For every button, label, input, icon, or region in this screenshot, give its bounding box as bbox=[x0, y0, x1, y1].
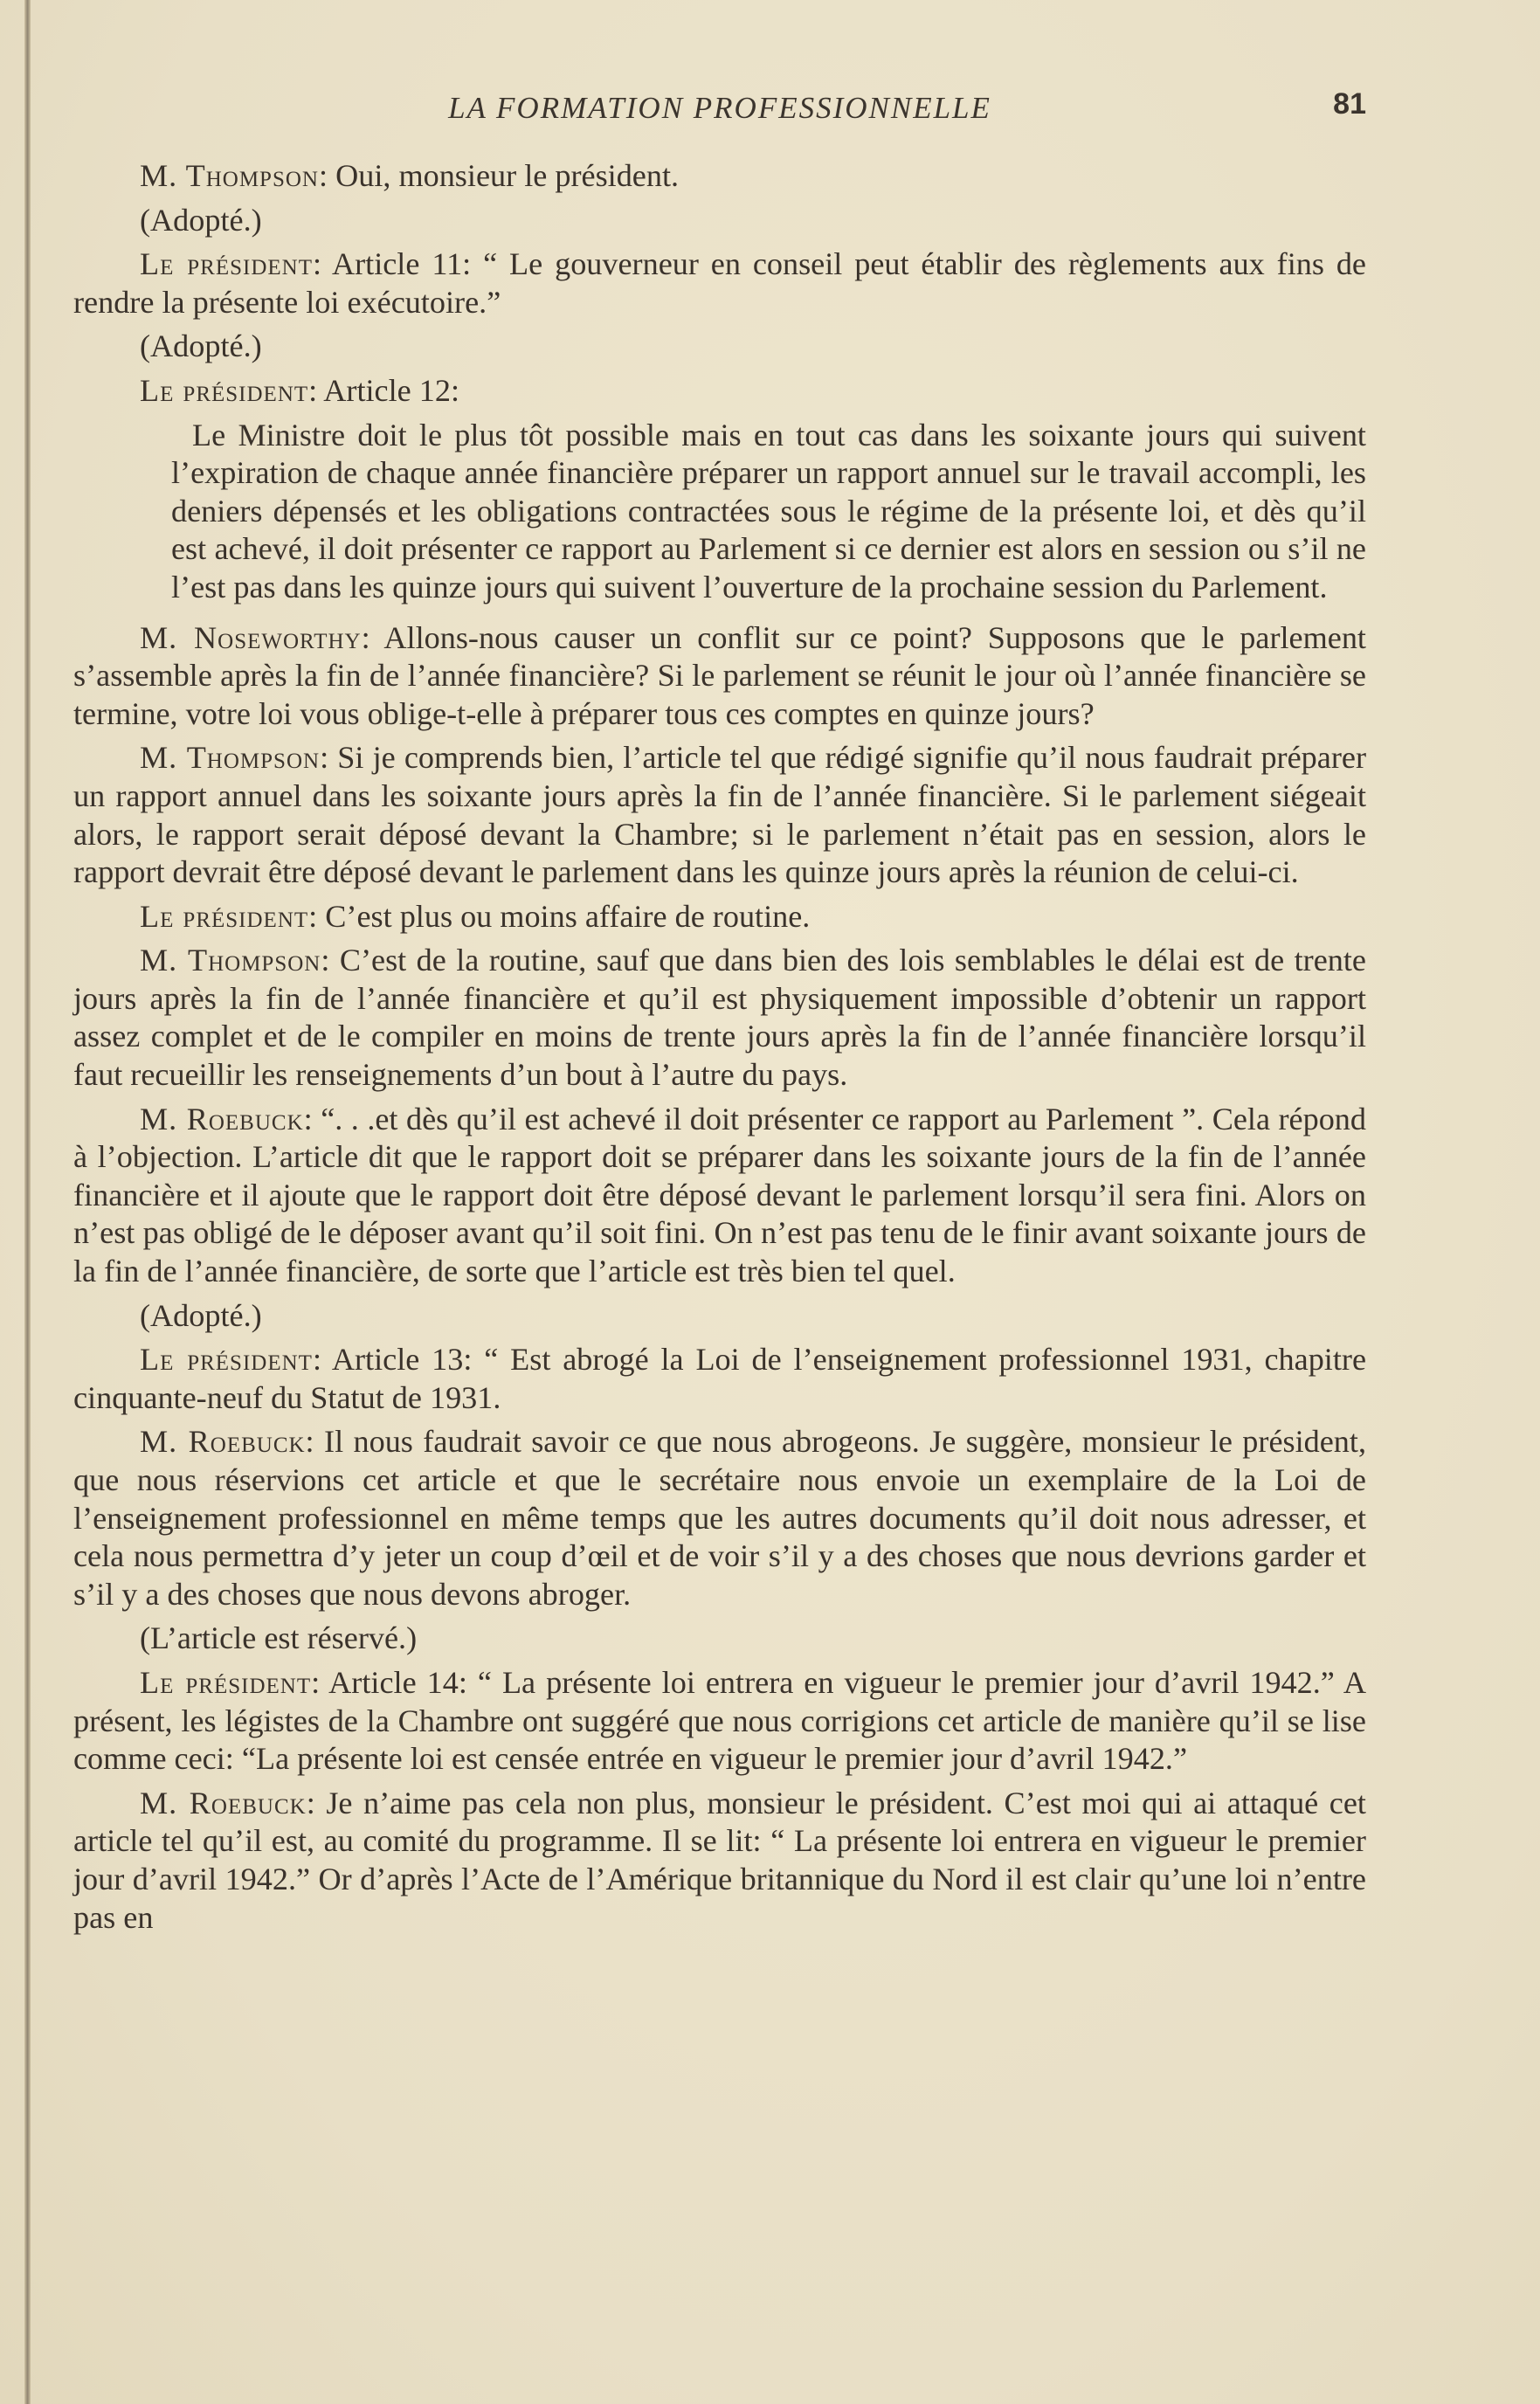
speaker-name: Le président bbox=[140, 372, 309, 408]
paragraph: Le président: Article 12: bbox=[140, 372, 460, 408]
paragraph-text: (Adopté.) bbox=[140, 1297, 262, 1333]
paragraph: Le président: Article 14: “ La présente loi entrera en vigueur le premier jour d’avril 1942.” A présent, les légistes de la Chambre ont suggéré que nous corrigions cet article de manière qu’il se lise comme ceci: “La présente loi est censée entrée en vigueur le premier jour d’avril 1942.” bbox=[73, 1664, 1366, 1777]
paragraph-text: Article 13: “ Est abrogé la Loi de l’enseignement professionnel 1931, chapitre cinquante-neuf du Statut de 1931. bbox=[73, 1342, 1367, 1415]
paragraph-text: “. . .et dès qu’il est achevé il doit présenter ce rapport au Parlement ”. Cela répond à l’objection. L’article dit que le rapport doit se préparer dans les soixante jours de la fin de l’année financière et il ajoute que le rapport doit être déposé devant le parlement lorsqu’il sera fini. Alors on n’est pas obligé de le déposer avant qu’il soit fini. On n’est pas tenu de le finir avant soixante jours de la fin de l’année financière, de sorte que l’article est très bien tel quel. bbox=[73, 1101, 1366, 1289]
paragraph: M. Thompson: C’est de la routine, sauf que dans bien des lois semblables le délai est de trente jours après la fin de l’année financière et qu’il est physiquement impossible d’obtenir un rapport assez complet et de le compiler en moins de trente jours après la fin de l’année financière lorsqu’il faut recueillir les renseignements d’un bout à l’autre du pays. bbox=[73, 943, 1366, 1093]
binding-edge bbox=[24, 0, 31, 2404]
paragraph bbox=[73, 1297, 1366, 1336]
speaker-name: M. Thompson bbox=[140, 740, 321, 776]
paragraph: M. Roebuck: “. . .et dès qu’il est achevé il doit présenter ce rapport au Parlement ”. Cela répond à l’objection. L’article dit que le rapport doit se préparer dans les soixante jours de la fin de l’année financière et il ajoute que le rapport doit être déposé devant le parlement lorsqu’il sera fini. Alors on n’est pas obligé de le déposer avant qu’il soit fini. On n’est pas tenu de le finir avant soixante jours de la fin de l’année financière, de sorte que l’article est très bien tel quel. bbox=[73, 1101, 1366, 1289]
paragraph: M. Noseworthy: Allons-nous causer un conflit sur ce point? Supposons que le parlement s’assemble après la fin de l’année financière? Si le parlement se réunit le jour où l’année financière se termine, votre loi vous oblige-t-elle à préparer tous ces comptes en quinze jours? bbox=[73, 619, 1366, 731]
paragraph-text: C’est de la routine, sauf que dans bien des lois semblables le délai est de trente jours après la fin de l’année financière et qu’il est physiquement impossible d’obtenir un rapport assez complet et de le compiler en moins de trente jours après la fin de l’année financière lorsqu’il faut recueillir les renseignements d’un bout à l’autre du pays. bbox=[73, 943, 1366, 1093]
page-number: 81 bbox=[1333, 87, 1366, 121]
speaker-name: Le président bbox=[140, 1664, 312, 1700]
running-title: LA FORMATION PROFESSIONNELLE bbox=[448, 91, 991, 125]
paragraph: M. Roebuck: Il nous faudrait savoir ce que nous abrogeons. Je suggère, monsieur le président, que nous réservions cet article et que le secrétaire nous envoie un exemplaire de la Loi de l’enseignement professionnel en même temps que les autres documents qu’il doit nous adresser, et cela nous permettra d’y jeter un coup d’œil et de voir s’il y a des choses que nous devrions garder et s’il y a des choses que nous devons abroger. bbox=[73, 1424, 1366, 1612]
paragraph: M. Thompson: Oui, monsieur le président. bbox=[140, 158, 680, 193]
paragraph-text: Il nous faudrait savoir ce que nous abrogeons. Je suggère, monsieur le président, que nous réservions cet article et que le secrétaire nous envoie un exemplaire de la Loi de l’enseignement professionnel en même temps que les autres documents qu’il doit nous adresser, et cela nous permettra d’y jeter un coup d’œil et de voir s’il y a des choses que nous devrions garder et s’il y a des choses que nous devons abroger. bbox=[73, 1424, 1366, 1612]
speaker-name: M. Noseworthy bbox=[140, 619, 362, 655]
paragraph-text: Article 14: “ La présente loi entrera en vigueur le premier jour d’avril 1942.” A présent, les légistes de la Chambre ont suggéré que nous corrigions cet article de manière qu’il se lise comme ceci: “La présente loi est censée entrée en vigueur le premier jour d’avril 1942.” bbox=[73, 1664, 1366, 1777]
page-header bbox=[73, 87, 1366, 140]
paragraph-text: Le Ministre doit le plus tôt possible mais en tout cas dans les soixante jours qui suivent l’expiration de chaque année financière préparer un rapport annuel sur le travail accompli, les deniers dépensés et les obligations contractées sous le régime de la présente loi, et dès qu’il est achevé, il doit présenter ce rapport au Parlement si ce dernier est alors en session ou s’il ne l’est pas dans les quinze jours qui suivent l’ouverture de la prochaine session du Parlement. bbox=[171, 417, 1366, 604]
paragraph-text: (Adopté.) bbox=[140, 328, 262, 364]
document-body bbox=[73, 157, 1366, 1943]
speaker-name: Le président bbox=[140, 246, 313, 282]
paragraph: M. Thompson: Si je comprends bien, l’article tel que rédigé signifie qu’il nous faudrait préparer un rapport annuel dans les soixante jours après la fin de l’année financière. Si le parlement siégeait alors, le rapport serait déposé devant la Chambre; si le parlement n’était pas en session, alors le rapport devrait être déposé devant le parlement dans les quinze jours après la réunion de celui-ci. bbox=[73, 740, 1366, 890]
paragraph-text: C’est plus ou moins affaire de routine. bbox=[325, 898, 811, 934]
paragraph: Le président: Article 13: “ Est abrogé la Loi de l’enseignement professionnel 1931, chapitre cinquante-neuf du Statut de 1931. bbox=[73, 1342, 1367, 1415]
paragraph-text: Article 11: “ Le gouverneur en conseil peut établir des règlements aux fins de rendre la présente loi exécutoire.” bbox=[73, 246, 1366, 320]
paragraph-text: Article 12: bbox=[323, 372, 460, 408]
paragraph-text: Oui, monsieur le président. bbox=[335, 158, 680, 193]
speaker-name: M. Roebuck bbox=[140, 1785, 307, 1820]
paragraph-text: Si je comprends bien, l’article tel que rédigé signifie qu’il nous faudrait préparer un rapport annuel dans les soixante jours après la fin de l’année financière. Si le parlement siégeait alors, le rapport serait déposé devant la Chambre; si le parlement n’était pas en session, alors le rapport devrait être déposé devant le parlement dans les quinze jours après la réunion de celui-ci. bbox=[73, 740, 1366, 890]
speaker-name: M. Thompson bbox=[140, 158, 319, 193]
paragraph bbox=[73, 202, 1366, 240]
paragraph bbox=[73, 328, 1366, 366]
speaker-name: M. Roebuck bbox=[140, 1101, 304, 1136]
paragraph: M. Roebuck: Je n’aime pas cela non plus, monsieur le président. C’est moi qui ai attaqué cet article tel qu’il est, au comité du programme. Il se lit: “ La présente loi entrera en vigueur le premier jour d’avril 1942.” Or d’après l’Acte de l’Amérique britannique du Nord il est clair qu’une loi n’entre pas en bbox=[73, 1785, 1366, 1935]
speaker-name: Le président bbox=[140, 898, 309, 934]
speaker-name: M. Thompson bbox=[140, 943, 321, 978]
paragraph-text: Allons-nous causer un conflit sur ce point? Supposons que le parlement s’assemble après la fin de l’année financière? Si le parlement se réunit le jour où l’année financière se termine, votre loi vous oblige-t-elle à préparer tous ces comptes en quinze jours? bbox=[73, 619, 1366, 731]
paragraph bbox=[73, 1620, 1366, 1658]
paragraph-text: (L’article est réservé.) bbox=[140, 1620, 418, 1656]
quoted-article bbox=[171, 417, 1366, 607]
paragraph-text: (Adopté.) bbox=[140, 202, 262, 238]
paragraph: Le président: C’est plus ou moins affaire de routine. bbox=[140, 898, 811, 934]
paragraph-text: Je n’aime pas cela non plus, monsieur le président. C’est moi qui ai attaqué cet article tel qu’il est, au comité du programme. Il se lit: “ La présente loi entrera en vigueur le premier jour d’avril 1942.” Or d’après l’Acte de l’Amérique britannique du Nord il est clair qu’une loi n’entre pas en bbox=[73, 1785, 1366, 1935]
speaker-name: Le président bbox=[140, 1342, 313, 1378]
paragraph: Le président: Article 11: “ Le gouverneur en conseil peut établir des règlements aux fins de rendre la présente loi exécutoire.” bbox=[73, 246, 1366, 320]
speaker-name: M. Roebuck bbox=[140, 1424, 306, 1460]
